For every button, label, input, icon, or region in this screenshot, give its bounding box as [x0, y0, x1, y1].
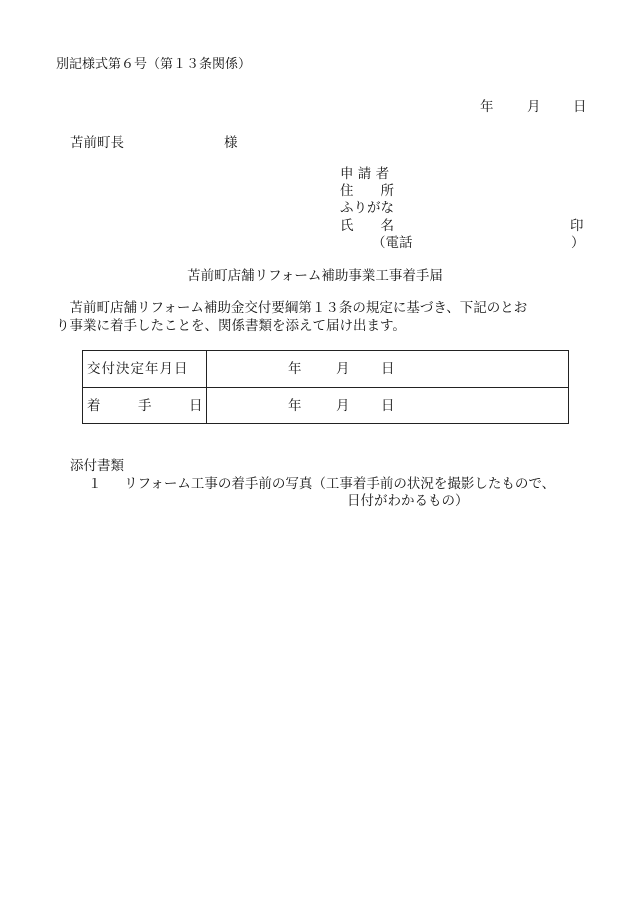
grant-decision-date-label: 交付決定年月日	[87, 361, 189, 377]
body-paragraph	[56, 299, 616, 335]
form-number: 別記様式第６号（第１３条関係）	[56, 57, 252, 72]
phone-close-paren: ）	[571, 235, 585, 251]
month-label: 月	[336, 361, 350, 377]
dates-table	[82, 350, 569, 424]
table-column-divider	[206, 351, 207, 423]
date-day-label: 日	[573, 99, 587, 115]
document-title: 苫前町店舗リフォーム補助事業工事着手届	[187, 268, 443, 284]
date-year-label: 年	[480, 99, 494, 115]
phone-label: （電話	[372, 235, 413, 251]
attachments-heading: 添付書類	[70, 458, 124, 474]
day-label: 日	[381, 361, 395, 377]
seal-mark: 印	[570, 218, 584, 234]
attachment-number: １	[88, 476, 102, 492]
body-line-2: り事業に着手したことを、関係書類を添えて届け出ます。	[56, 318, 406, 334]
date-month-label: 月	[527, 99, 541, 115]
body-line-1: 苫前町店舗リフォーム補助金交付要綱第１３条の規定に基づき、下記のとお	[56, 300, 528, 316]
furigana-label: ふりがな	[340, 200, 394, 216]
start-date-label-char-1: 着	[87, 398, 101, 414]
start-date-label-char-3: 日	[189, 398, 203, 414]
year-label: 年	[288, 361, 302, 377]
attachment-item	[88, 478, 555, 492]
name-label: 氏 名	[340, 218, 394, 234]
start-date-label-char-2: 手	[138, 398, 152, 414]
year-label: 年	[288, 398, 302, 414]
table-row-divider	[83, 387, 568, 388]
address-label: 住 所	[340, 183, 394, 199]
addressee-honorific: 様	[224, 135, 238, 151]
applicant-label: 申 請 者	[340, 166, 390, 182]
addressee-name: 苫前町長	[70, 135, 124, 151]
day-label: 日	[381, 398, 395, 414]
attachment-text-continued: 日付がわかるもの）	[347, 493, 469, 509]
month-label: 月	[336, 398, 350, 414]
attachment-text: リフォーム工事の着手前の写真（工事着手前の状況を撮影したもので、	[124, 476, 556, 492]
